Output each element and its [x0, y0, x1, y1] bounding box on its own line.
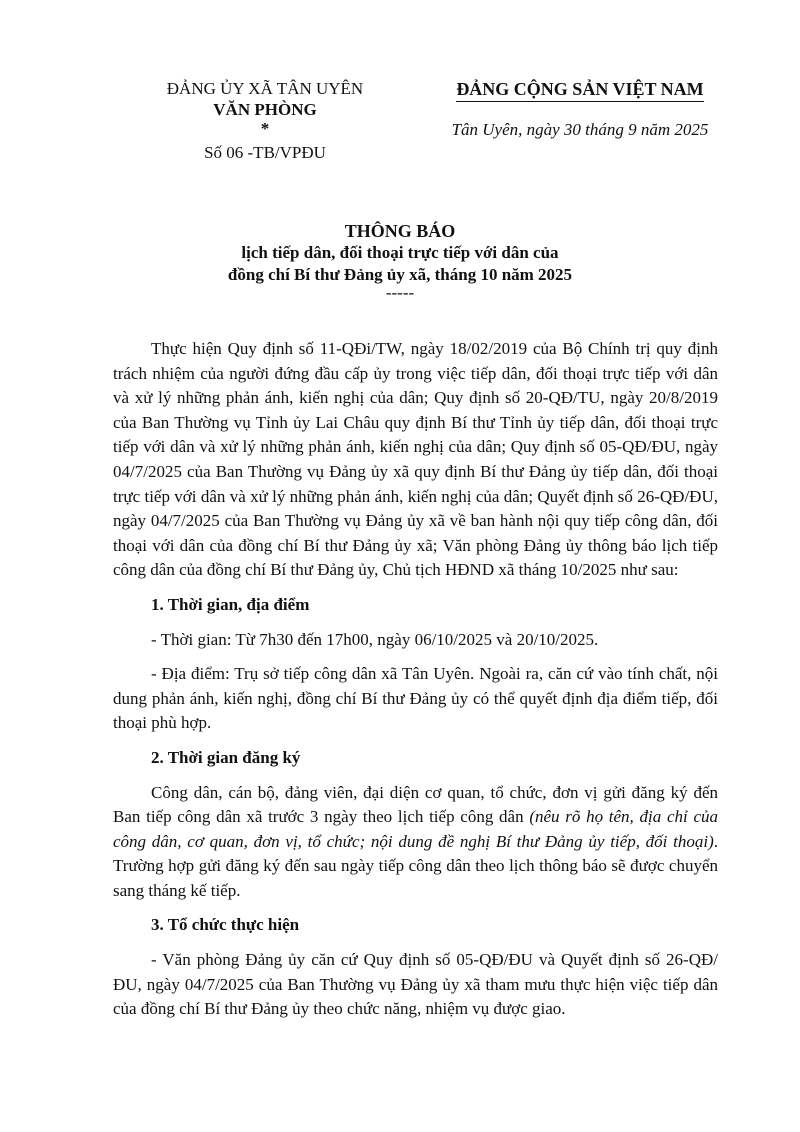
section-2-text-b: . Trường hợp gửi đăng ký đến sau ngày tiếp công dân theo lịch thông báo sẽ được chuyển sang tháng kế tiếp. [113, 831, 718, 900]
title-line-2: lịch tiếp dân, đối thoại trực tiếp với dân của [241, 243, 559, 262]
section-2-heading: 2. Thời gian đăng ký [151, 747, 301, 767]
place-date: Tân Uyên, ngày 30 tháng 9 năm 2025 [451, 120, 709, 139]
section-3-text: - Văn phòng Đảng ủy căn cứ Quy định số 05-QĐ/ĐU và Quyết định số 26-QĐ/ĐU, ngày 04/7/2025 của Ban Thường vụ Đảng ủy xã tham mưu thực hiện việc tiếp dân của đồng chí Bí thư Đảng ủy theo chức năng, nhiệm vụ được giao. [113, 950, 718, 1019]
document-body [113, 337, 718, 1032]
title-main: THÔNG BÁO [344, 221, 456, 241]
document-number: Số 06 -TB/VPĐU [204, 143, 326, 162]
issuer-header [135, 78, 395, 163]
section-3-heading: 3. Tổ chức thực hiện [151, 915, 300, 935]
party-header [425, 78, 735, 140]
title-separator: ----- [385, 283, 415, 302]
organization-name: ĐẢNG ỦY XÃ TÂN UYÊN [166, 79, 364, 98]
section-2-text-a: Công dân, cán bộ, đảng viên, đại diện cơ quan, tổ chức, đơn vị gửi đăng ký đến Ban tiếp công dân xã trước 3 ngày theo lịch tiếp công dân [113, 782, 718, 827]
section-1-heading: 1. Thời gian, địa điểm [151, 594, 310, 614]
section-2-paragraph [113, 781, 718, 904]
document-title [100, 220, 700, 300]
party-name: ĐẢNG CỘNG SẢN VIỆT NAM [456, 78, 703, 102]
header-star: * [260, 119, 270, 138]
office-name: VĂN PHÒNG [213, 100, 317, 119]
section-2-text-italic: (nêu rõ họ tên, địa chỉ của công dân, cơ quan, đơn vị, tổ chức; nội dung đề nghị Bí thư Đảng ủy tiếp, đối thoại) [113, 807, 718, 851]
section-1-time: - Thời gian: Từ 7h30 đến 17h00, ngày 06/10/2025 và 20/10/2025. [151, 629, 599, 649]
section-1-place: - Địa điểm: Trụ sở tiếp công dân xã Tân Uyên. Ngoài ra, căn cứ vào tính chất, nội dung phản ánh, kiến nghị, đồng chí Bí thư Đảng ủy có thể quyết định địa điểm tiếp, đối thoại phù hợp. [113, 664, 718, 733]
title-line-3: đồng chí Bí thư Đảng ủy xã, tháng 10 năm 2025 [227, 265, 573, 284]
intro-paragraph: Thực hiện Quy định số 11-QĐi/TW, ngày 18/02/2019 của Bộ Chính trị quy định trách nhiệm của người đứng đầu cấp ủy trong việc tiếp dân, đối thoại trực tiếp với dân và xử lý những phản ánh, kiến nghị của dân; Quy định số 20-QĐ/TU, ngày 20/8/2019 của Ban Thường vụ Tỉnh ủy Lai Châu quy định Bí thư Tỉnh ủy tiếp dân, đối thoại trực tiếp với dân và xử lý những phản ánh, kiến nghị của dân; Quy định số 05-QĐ/ĐU, ngày 04/7/2025 của Ban Thường vụ Đảng ủy xã quy định Bí thư Đảng ủy tiếp dân, đối thoại trực tiếp với dân và xử lý những phản ánh, kiến nghị của dân; Quyết định số 26-QĐ/ĐU, ngày 04/7/2025 của Ban Thường vụ Đảng ủy xã về ban hành nội quy tiếp công dân, đối thoại với dân của đồng chí Bí thư Đảng ủy xã; Văn phòng Đảng ủy thông báo lịch tiếp công dân của đồng chí Bí thư Đảng ủy, Chủ tịch HĐND xã tháng 10/2025 như sau: [113, 339, 718, 580]
